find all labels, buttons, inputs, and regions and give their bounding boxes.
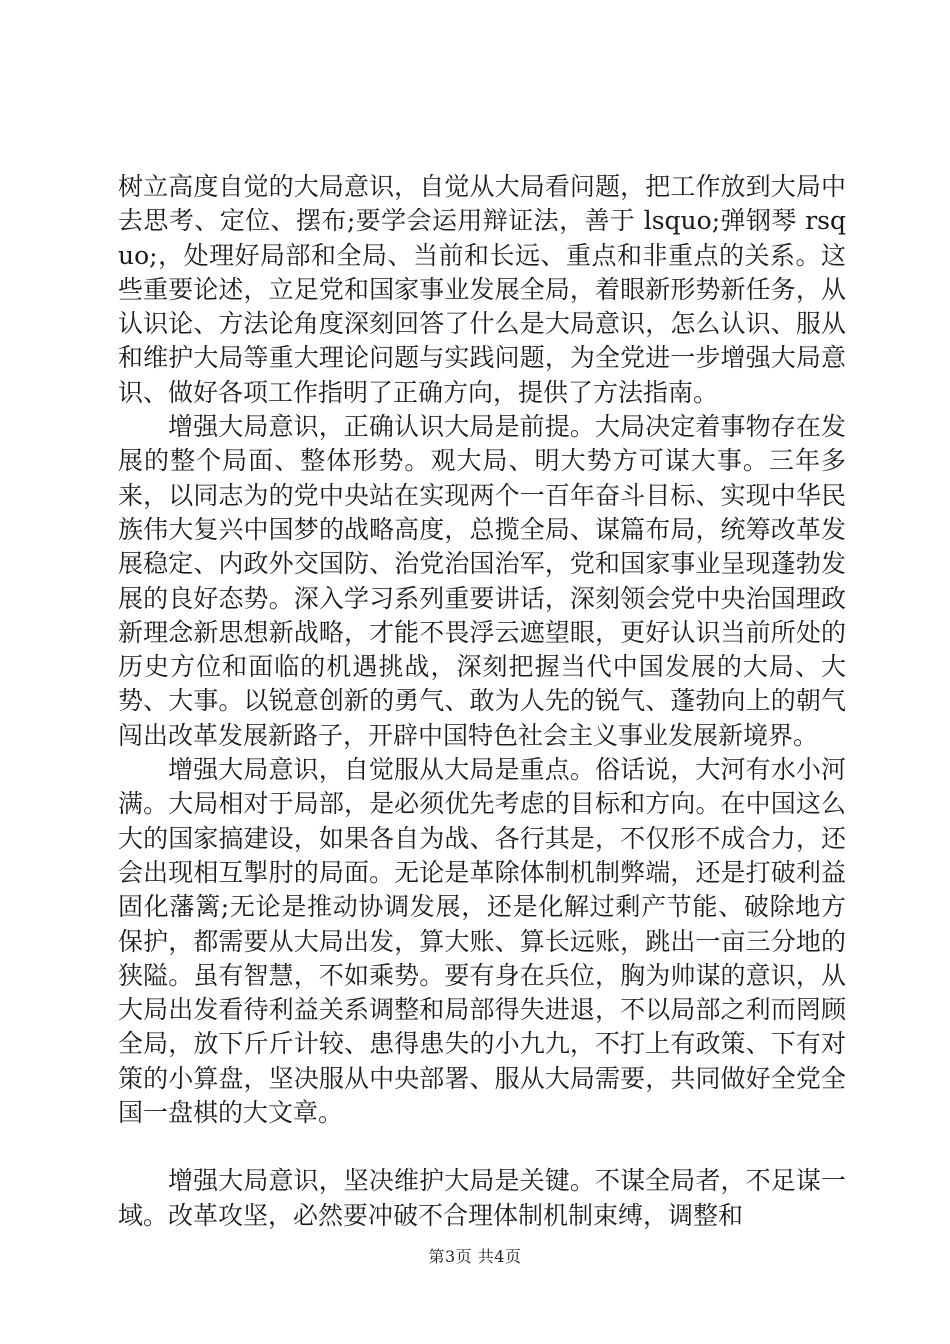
paragraph-1: 树立高度自觉的大局意识，自觉从大局看问题，把工作放到大局中去思考、定位、摆布;要学会运用辩证法，善于 lsquo;弹钢琴 rsquo;，处理好局部和全局、当前和长远、重点和非重点的关系。这些重要论述，立足党和国家事业发展全局，着眼新形势新任务，从认识论、方法论角度深刻回答了什么是大局意识，怎么认识、服从和维护大局等重大理论问题与实践问题，为全党进一步增强大局意识、做好各项工作指明了正确方向，提供了方法指南。 (118, 172, 846, 407)
paragraph-4: 增强大局意识，坚决维护大局是关键。不谋全局者，不足谋一域。改革攻坚，必然要冲破不合理体制机制束缚，调整和 (118, 1166, 846, 1230)
paragraph-3: 增强大局意识，自觉服从大局是重点。俗话说，大河有水小河满。大局相对于局部，是必须优先考虑的目标和方向。在中国这么大的国家搞建设，如果各自为战、各行其是，不仅形不成合力，还会出现相互掣肘的局面。无论是革除体制机制弊端，还是打破利益固化藩篱;无论是推动协调发展，还是化解过剩产节能、破除地方保护，都需要从大局出发，算大账、算长远账，跳出一亩三分地的狭隘。虽有智慧，不如乘势。要有身在兵位，胸为帅谋的意识，从大局出发看待利益关系调整和局部得失进退，不以局部之利而罔顾全局，放下斤斤计较、患得患失的小九九，不打上有政策、下有对策的小算盘，坚决服从中央部署、服从大局需要，共同做好全党全国一盘棋的大文章。 (118, 755, 846, 1128)
paragraph-2: 增强大局意识，正确认识大局是前提。大局决定着事物存在发展的整个局面、整体形势。观大局、明大势方可谋大事。三年多来，以同志为的党中央站在实现两个一百年奋斗目标、实现中华民族伟大复兴中国梦的战略高度，总揽全局、谋篇布局，统筹改革发展稳定、内政外交国防、治党治国治军，党和国家事业呈现蓬勃发展的良好态势。深入学习系列重要讲话，深刻领会党中央治国理政新理念新思想新战略，才能不畏浮云遮望眼，更好认识当前所处的历史方位和面临的机遇挑战，深刻把握当代中国发展的大局、大势、大事。以锐意创新的勇气、敢为人先的锐气、蓬勃向上的朝气闯出改革发展新路子，开辟中国特色社会主义事业发展新境界。 (118, 412, 846, 750)
document-body (118, 170, 846, 1233)
page-footer: 第3页 共4页 (428, 1247, 522, 1266)
